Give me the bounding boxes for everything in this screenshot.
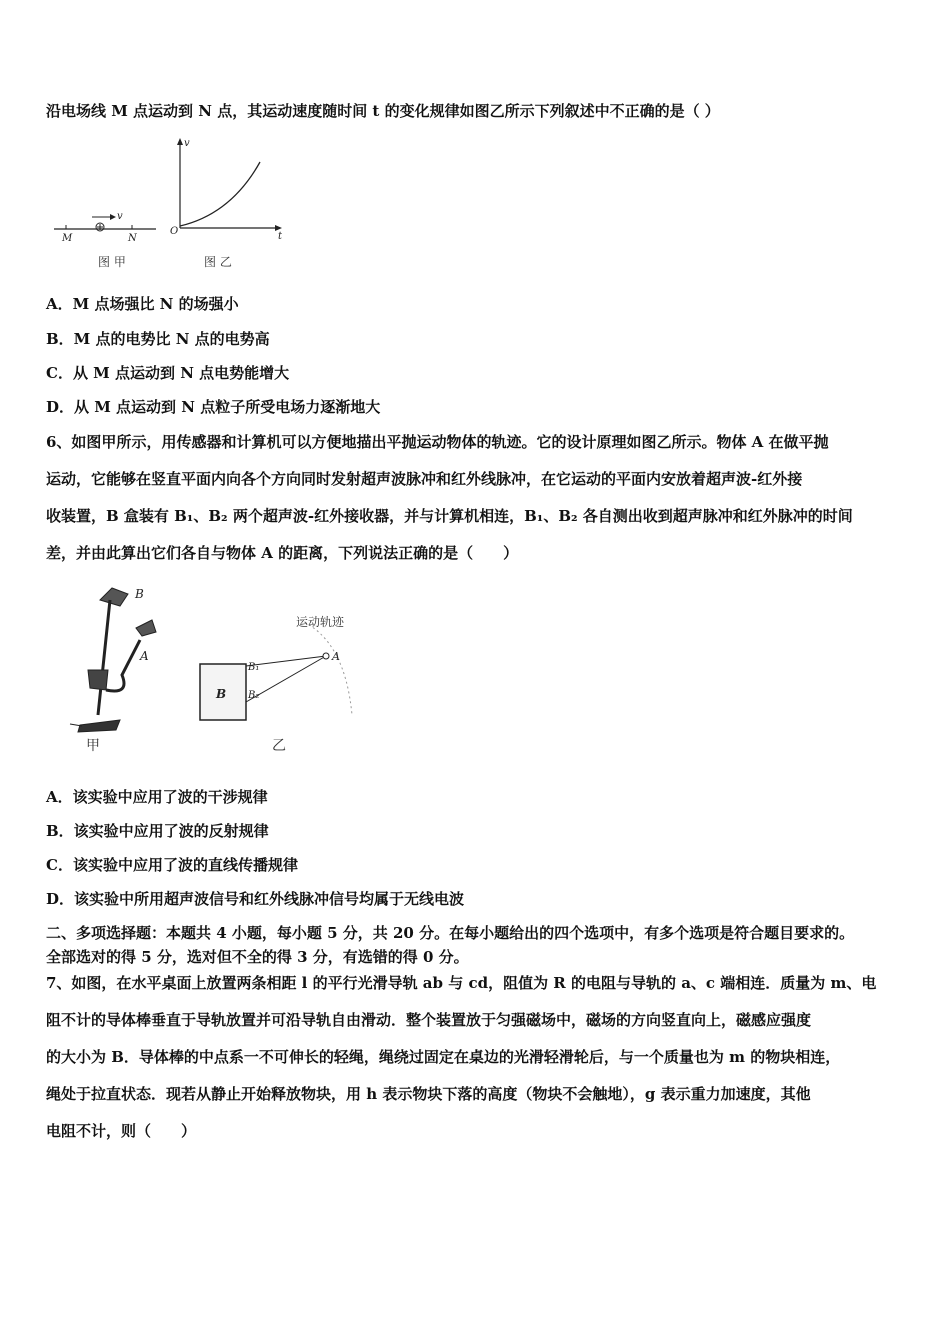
q7-stem-line-1: 7、如图，在水平桌面上放置两条相距 l 的平行光滑导轨 ab 与 cd，阻值为 R 的电阻与导轨的 a、c 端相连．质量为 m、电 (46, 974, 877, 992)
q6-stem-line-3: 收装置，B 盒装有 B₁、B₂ 两个超声波-红外接收器，并与计算机相连，B₁、B₂ 各自测出收到超声脉冲和红外脉冲的时间 (46, 507, 853, 525)
section2-line-1: 二、多项选择题：本题共 4 小题，每小题 5 分，共 20 分。在每小题给出的四个选项中，有多个选项是符合题目要求的。 (46, 924, 855, 942)
q5-fig-left-v: v (117, 211, 123, 222)
q6-stem-line-2: 运动，它能够在竖直平面内向各个方向同时发射超声波脉冲和红外线脉冲，在它运动的平面内安放着超声波-红外接 (46, 470, 803, 488)
q6-fig-right-box: B (216, 687, 227, 701)
q6-fig-left-caption: 甲 (86, 738, 100, 754)
section2-line-2: 全部选对的得 5 分，选对但不全的得 3 分，有选错的得 0 分。 (46, 948, 469, 966)
q7-stem-line-5: 电阻不计，则（ ） (46, 1122, 197, 1140)
q5-fig-left-n: N (128, 233, 137, 244)
q6-fig-right-track: 运动轨迹 (296, 615, 345, 629)
q5-fig-right-t: t (278, 231, 283, 242)
q6-fig-right-b2: B₂ (248, 690, 260, 701)
q6-fig-left-a: A (140, 649, 149, 663)
q6-stem-line-4: 差，并由此算出它们各自与物体 A 的距离，下列说法正确的是（ ） (46, 544, 519, 562)
q6-stem-line-1: 6、如图甲所示，用传感器和计算机可以方便地描出平抛运动物体的轨迹。它的设计原理如图乙所示。物体 A 在做平抛 (46, 433, 829, 451)
q6-option-b: B．该实验中应用了波的反射规律 (46, 822, 269, 840)
q6-fig-left-b: B (135, 587, 144, 601)
q6-option-d: D．该实验中所用超声波信号和红外线脉冲信号均属于无线电波 (46, 890, 465, 908)
q5-option-b: B．M 点的电势比 N 点的电势高 (46, 330, 270, 348)
q5-figure (46, 136, 296, 276)
q5-option-d: D．从 M 点运动到 N 点粒子所受电场力逐渐地大 (46, 398, 381, 416)
q6-option-c: C．该实验中应用了波的直线传播规律 (46, 856, 298, 874)
q5-fig-right-v: v (184, 138, 190, 149)
q6-fig-right-b1: B₁ (248, 662, 260, 673)
q5-fig-left-caption: 图 甲 (98, 255, 126, 269)
q6-option-a: A．该实验中应用了波的干涉规律 (46, 788, 268, 806)
q7-stem-line-2: 阻不计的导体棒垂直于导轨放置并可沿导轨自由滑动．整个装置放于匀强磁场中，磁场的方向竖直向上，磁感应强度 (46, 1011, 812, 1029)
q5-option-c: C．从 M 点运动到 N 点电势能增大 (46, 364, 290, 382)
q5-fig-right-o: O (170, 226, 179, 237)
q7-stem-line-3: 的大小为 B．导体棒的中点系一不可伸长的轻绳，绳绕过固定在桌边的光滑轻滑轮后，与一个质量也为 m 的物块相连， (46, 1048, 841, 1066)
q7-stem-line-4: 绳处于拉直状态．现若从静止开始释放物块，用 h 表示物块下落的高度（物块不会触地），g 表示重力加速度，其他 (46, 1085, 811, 1103)
q6-fig-right-caption: 乙 (272, 738, 286, 754)
q5-stem: 沿电场线 M 点运动到 N 点，其运动速度随时间 t 的变化规律如图乙所示下列叙述中不正确的是（ ） (46, 102, 720, 120)
q6-fig-right-a: A (332, 650, 340, 663)
q6-figure (60, 580, 380, 760)
q5-option-a: A．M 点场强比 N 的场强小 (46, 295, 239, 313)
q5-fig-right-caption: 图 乙 (204, 255, 232, 269)
q5-fig-left-m: M (62, 233, 73, 244)
